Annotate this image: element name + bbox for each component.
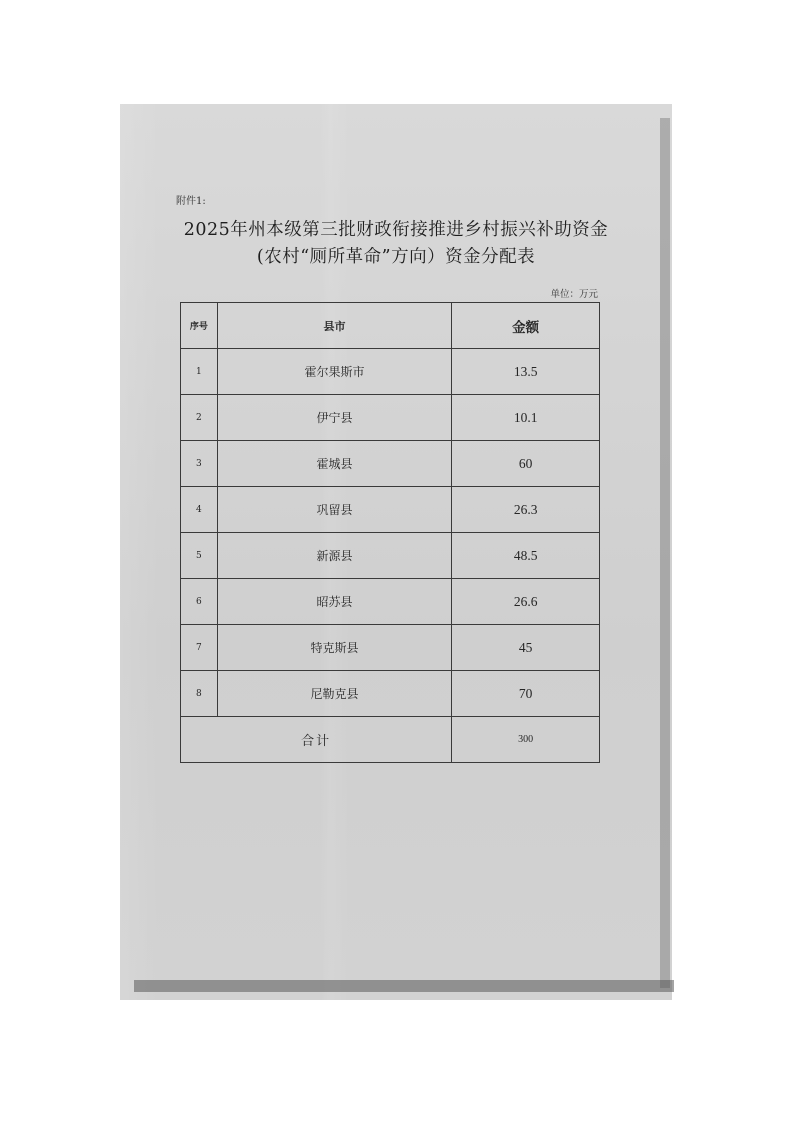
- row-no: 5: [181, 533, 218, 579]
- table-header-row: [181, 303, 600, 349]
- row-no: 6: [181, 579, 218, 625]
- row-no: 3: [181, 441, 218, 487]
- total-amount: 300: [452, 717, 600, 763]
- row-no: 2: [181, 395, 218, 441]
- row-amount: 13.5: [452, 349, 600, 395]
- row-county: 新源县: [217, 533, 452, 579]
- table-row: [181, 533, 600, 579]
- row-amount: 10.1: [452, 395, 600, 441]
- row-amount: 70: [452, 671, 600, 717]
- row-no: 7: [181, 625, 218, 671]
- scanned-document: [120, 104, 672, 1000]
- attachment-label: 附件1:: [176, 196, 206, 207]
- row-county: 巩留县: [217, 487, 452, 533]
- row-county: 特克斯县: [217, 625, 452, 671]
- allocation-table: [180, 302, 600, 763]
- row-no: 8: [181, 671, 218, 717]
- table-row: [181, 625, 600, 671]
- table-row: [181, 349, 600, 395]
- header-no: 序号: [181, 303, 218, 349]
- row-no: 4: [181, 487, 218, 533]
- document-title-line1: 2025年州本级第三批财政衔接推进乡村振兴补助资金: [183, 220, 609, 240]
- row-county: 霍尔果斯市: [217, 349, 452, 395]
- row-no: 1: [181, 349, 218, 395]
- header-amount: 金额: [452, 303, 600, 349]
- table-row: [181, 671, 600, 717]
- row-amount: 45: [452, 625, 600, 671]
- table-row: [181, 441, 600, 487]
- row-amount: 26.3: [452, 487, 600, 533]
- header-county: 县市: [217, 303, 452, 349]
- table-total-row: [181, 717, 600, 763]
- table-row: [181, 395, 600, 441]
- row-county: 昭苏县: [217, 579, 452, 625]
- total-label: 合计: [181, 717, 452, 763]
- unit-label: 单位：万元: [550, 289, 598, 300]
- row-county: 伊宁县: [217, 395, 452, 441]
- row-county: 尼勒克县: [217, 671, 452, 717]
- table-row: [181, 487, 600, 533]
- row-amount: 48.5: [452, 533, 600, 579]
- row-county: 霍城县: [217, 441, 452, 487]
- document-title-line2: (农村“厕所革命”方向）资金分配表: [256, 247, 536, 267]
- row-amount: 26.6: [452, 579, 600, 625]
- table-row: [181, 579, 600, 625]
- row-amount: 60: [452, 441, 600, 487]
